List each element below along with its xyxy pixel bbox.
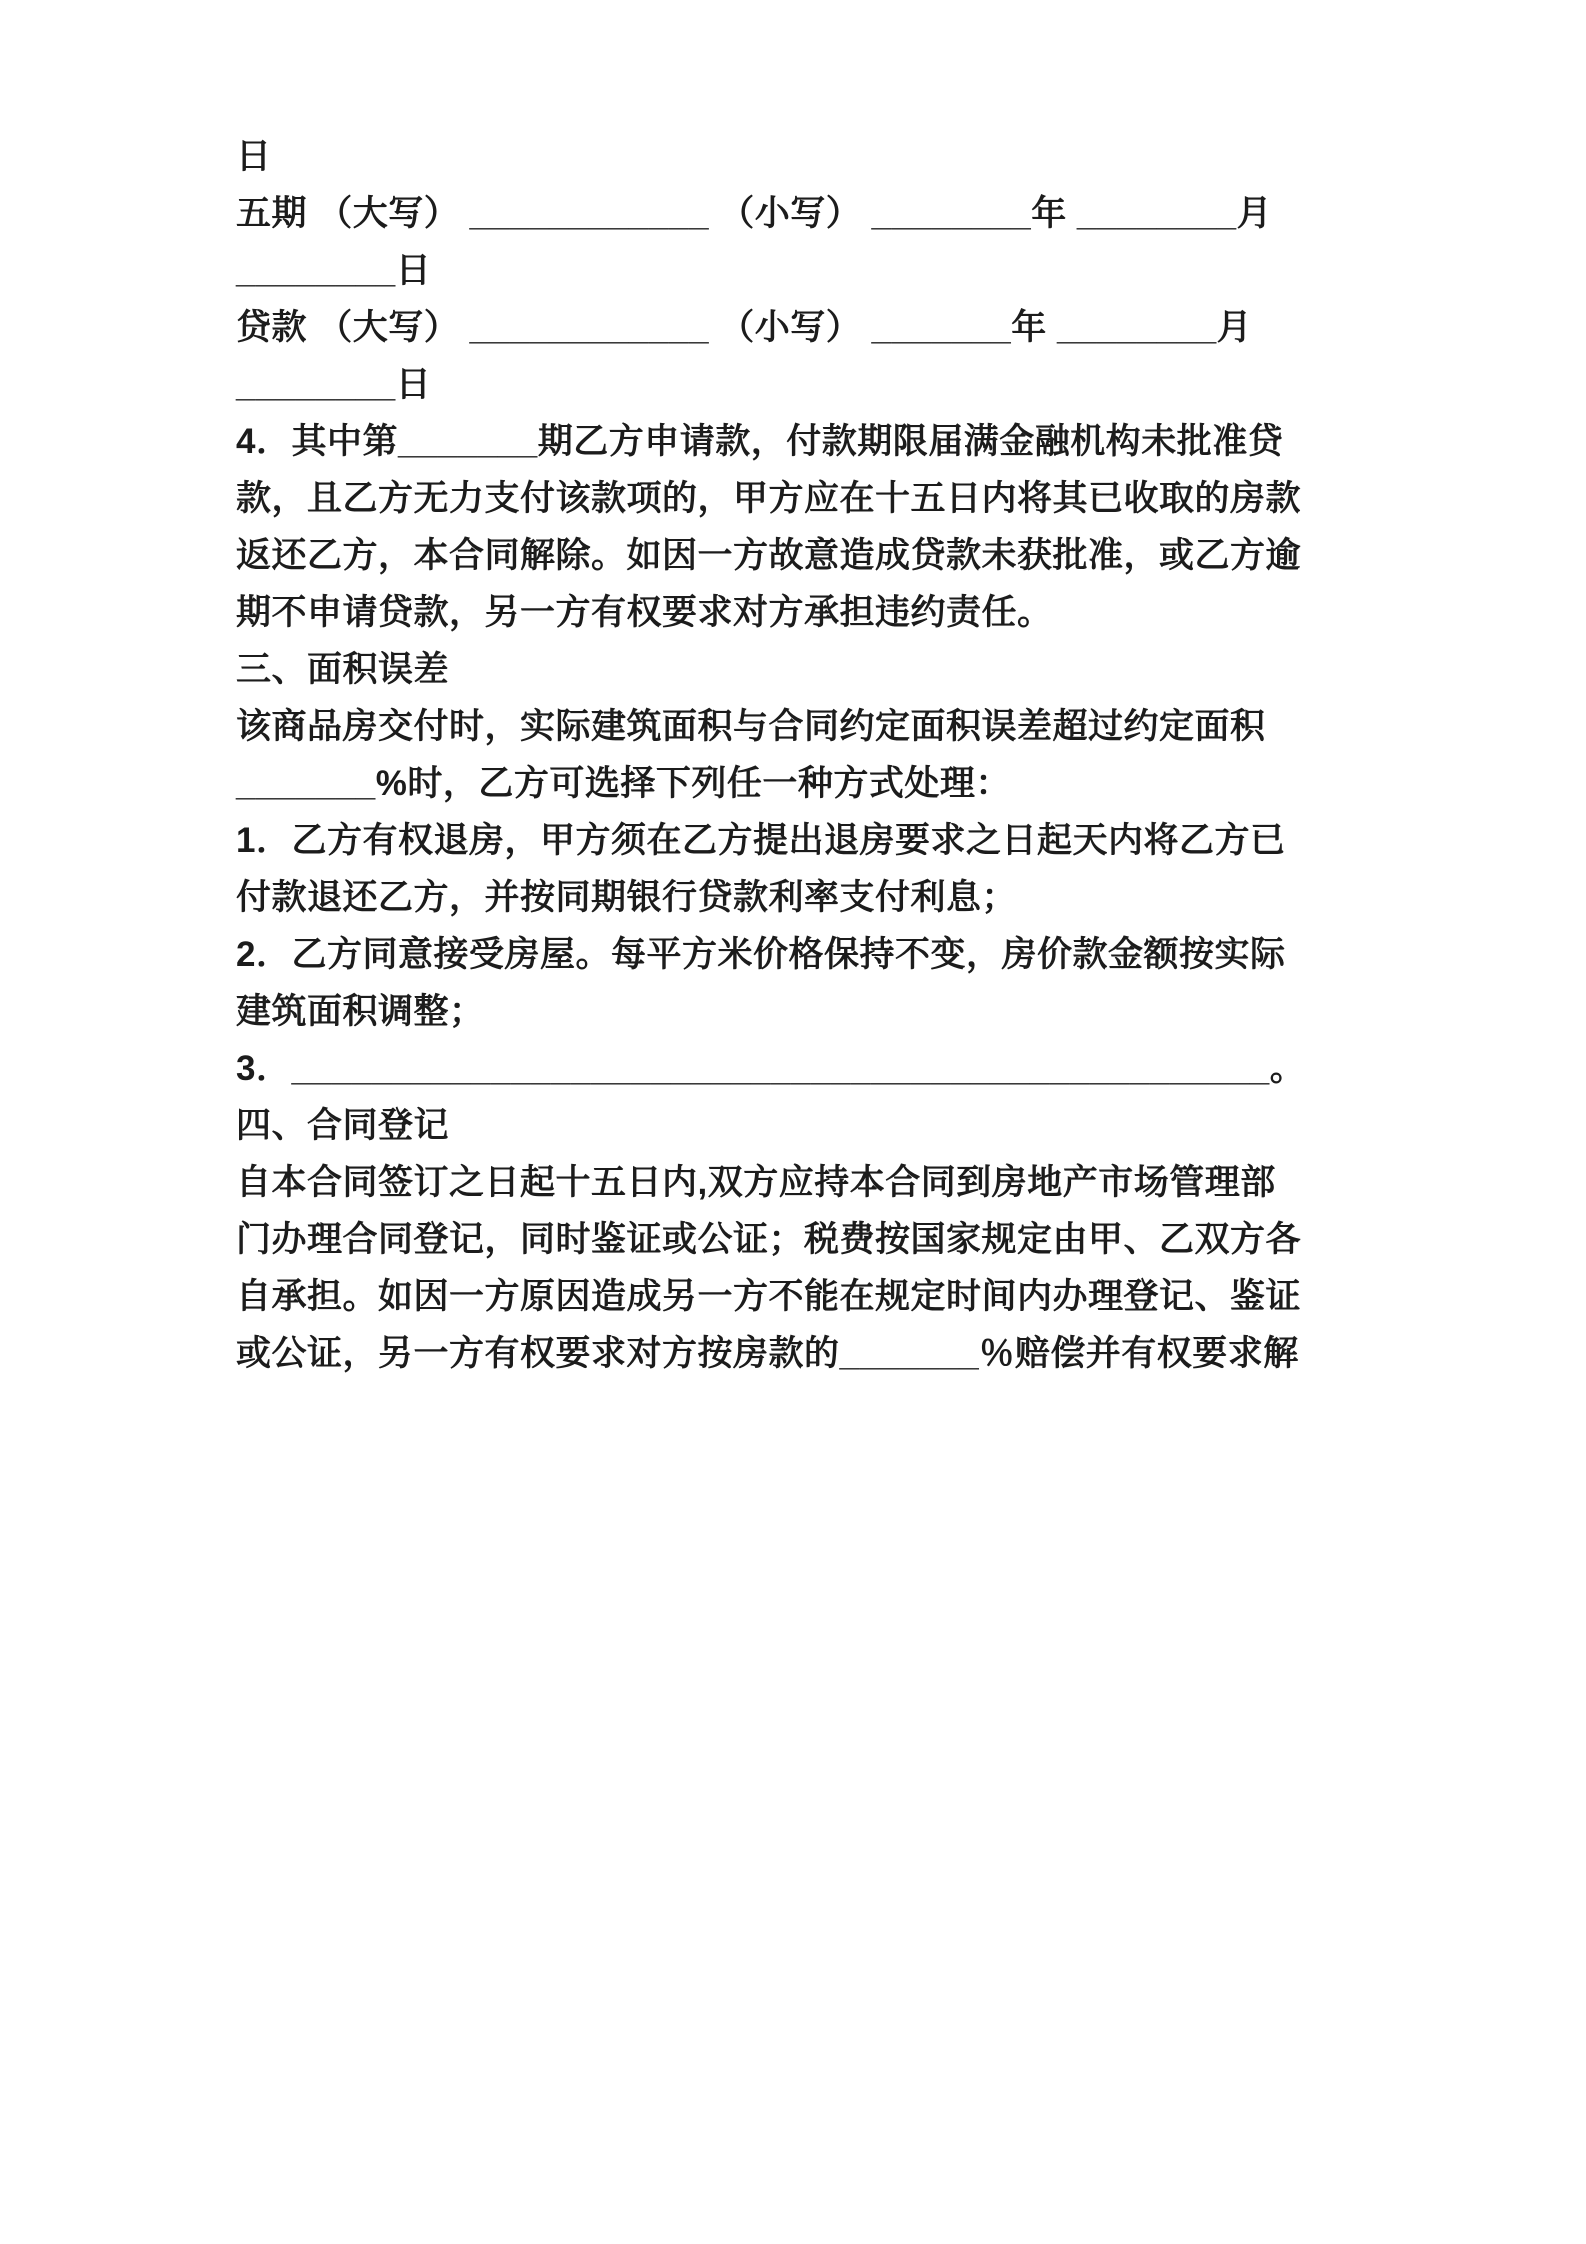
document-line: 4．其中第_______期乙方申请款，付款期限届满金融机构未批准贷: [236, 422, 1284, 461]
document-line: 五期 （大写） ____________ （小写） ________年 ________月: [236, 194, 1273, 233]
document-section-heading: 三、面积误差: [236, 650, 450, 689]
document-line: 贷款 （大写） ____________ （小写） _______年 ________月: [236, 308, 1253, 347]
document-line: _______%时，乙方可选择下列任一种方式处理：: [236, 764, 1011, 803]
document-line: 自本合同签订之日起十五日内,双方应持本合同到房地产市场管理部: [236, 1163, 1276, 1202]
document-line: ________日: [236, 365, 432, 404]
document-line: 期不申请贷款，另一方有权要求对方承担违约责任。: [236, 593, 1053, 632]
document-line: 建筑面积调整；: [236, 992, 485, 1031]
document-line: 或公证，另一方有权要求对方按房款的_______％赔偿并有权要求解: [236, 1334, 1299, 1373]
document-line: 该商品房交付时，实际建筑面积与合同约定面积误差超过约定面积: [236, 707, 1266, 746]
document-section-heading: 四、合同登记: [236, 1106, 450, 1145]
document-line: 门办理合同登记，同时鉴证或公证；税费按国家规定由甲、乙双方各: [236, 1220, 1302, 1259]
document-line: 自承担。如因一方原因造成另一方不能在规定时间内办理登记、鉴证: [236, 1277, 1302, 1316]
document-line: 付款退还乙方，并按同期银行贷款利率支付利息；: [236, 878, 1018, 917]
document-line: ________日: [236, 251, 432, 290]
document-content: [236, 128, 1426, 1382]
document-line: 日: [236, 137, 272, 176]
document-line: 返还乙方，本合同解除。如因一方故意造成贷款未获批准，或乙方逾: [236, 536, 1302, 575]
document-line: 3．_________________________________________________。: [236, 1049, 1306, 1088]
document-line: 2．乙方同意接受房屋。每平方米价格保持不变，房价款金额按实际: [236, 935, 1286, 974]
document-line: 款，且乙方无力支付该款项的，甲方应在十五日内将其已收取的房款: [236, 479, 1302, 518]
document-line: 1．乙方有权退房，甲方须在乙方提出退房要求之日起天内将乙方已: [236, 821, 1286, 860]
